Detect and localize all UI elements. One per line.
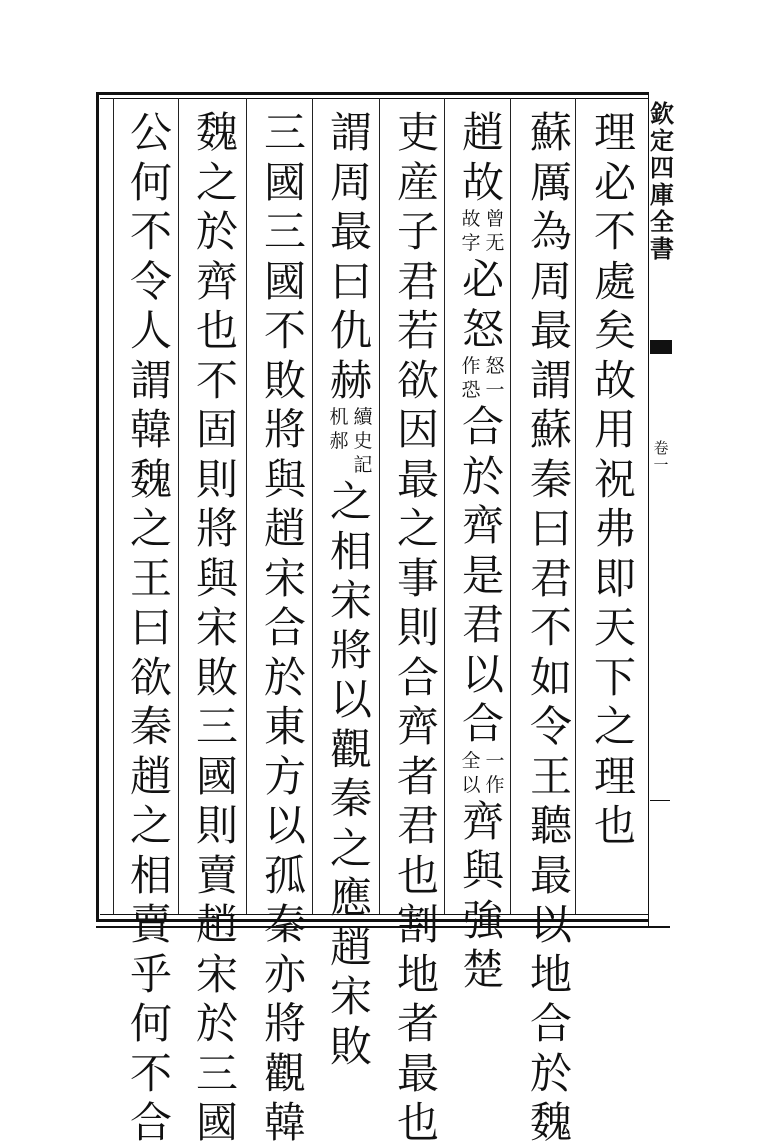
annotation-note xyxy=(326,405,376,477)
annotation-note xyxy=(458,749,508,797)
text-column xyxy=(260,108,310,1147)
annotation-line: 一 作 xyxy=(485,749,505,796)
annotation-line: 續 史 記 xyxy=(353,406,373,476)
main-text: 公 何 不 令 人 謂 韓 魏 之 王 曰 欲 秦 趙 之 相 賣 乎 何 不 合 xyxy=(129,108,172,1147)
margin-divider xyxy=(650,800,670,801)
column-rule xyxy=(312,98,313,914)
annotation-note xyxy=(458,207,508,255)
margin-volume-label: 卷 一 xyxy=(653,439,669,474)
main-text: 理 必 不 處 矣 故 用 祝 弗 即 天 下 之 理 也 xyxy=(593,108,636,850)
column-rule xyxy=(246,98,247,914)
column-rule xyxy=(178,98,179,914)
margin-book-title: 欽 定 四 庫 全 書 xyxy=(650,99,674,263)
text-column xyxy=(192,108,242,1147)
column-rule xyxy=(113,98,114,914)
annotation-line: 怒 一 xyxy=(485,355,505,401)
main-text: 魏 之 於 齊 也 不 固 則 將 與 宋 敗 三 國 則 賣 趙 宋 於 三 國 xyxy=(195,108,238,1147)
fishtail-mark-icon xyxy=(650,340,672,354)
main-text: 趙 故 xyxy=(461,108,504,207)
main-text: 之 相 宋 將 以 觀 秦 之 應 趙 宋 敗 xyxy=(329,477,372,1071)
annotation-line: 曾 无 xyxy=(485,208,505,254)
text-column xyxy=(126,108,176,1147)
annotation-note xyxy=(458,354,508,402)
annotation-line: 机 郝 xyxy=(329,406,349,452)
text-column xyxy=(526,108,576,1147)
bottom-rule xyxy=(96,926,670,928)
main-text: 必 怒 xyxy=(461,255,504,354)
text-column xyxy=(458,108,508,994)
main-text: 蘇 厲 為 周 最 謂 蘇 秦 曰 君 不 如 令 王 聽 最 以 地 合 於 魏 xyxy=(529,108,572,1147)
main-text: 合 於 齊 是 君 以 合 xyxy=(461,402,504,748)
text-column xyxy=(393,108,443,1147)
column-rule xyxy=(379,98,380,914)
main-text: 謂 周 最 曰 仇 赫 xyxy=(329,108,372,405)
annotation-line: 作 恐 xyxy=(461,355,481,401)
main-text: 吏 産 子 君 若 欲 因 最 之 事 則 合 齊 者 君 也 割 地 者 最 也 xyxy=(396,108,439,1147)
main-text: 三 國 三 國 不 敗 將 與 趙 宋 合 於 東 方 以 孤 秦 亦 將 觀 韓 xyxy=(263,108,306,1147)
text-column xyxy=(590,108,640,908)
column-rule xyxy=(444,98,445,914)
inner-top-rule xyxy=(100,98,648,99)
text-column xyxy=(326,108,376,1071)
annotation-line: 全 以 xyxy=(461,749,481,796)
annotation-line: 故 字 xyxy=(461,208,481,254)
main-text: 齊 與 強 楚 xyxy=(461,796,504,994)
column-rule xyxy=(510,98,511,914)
